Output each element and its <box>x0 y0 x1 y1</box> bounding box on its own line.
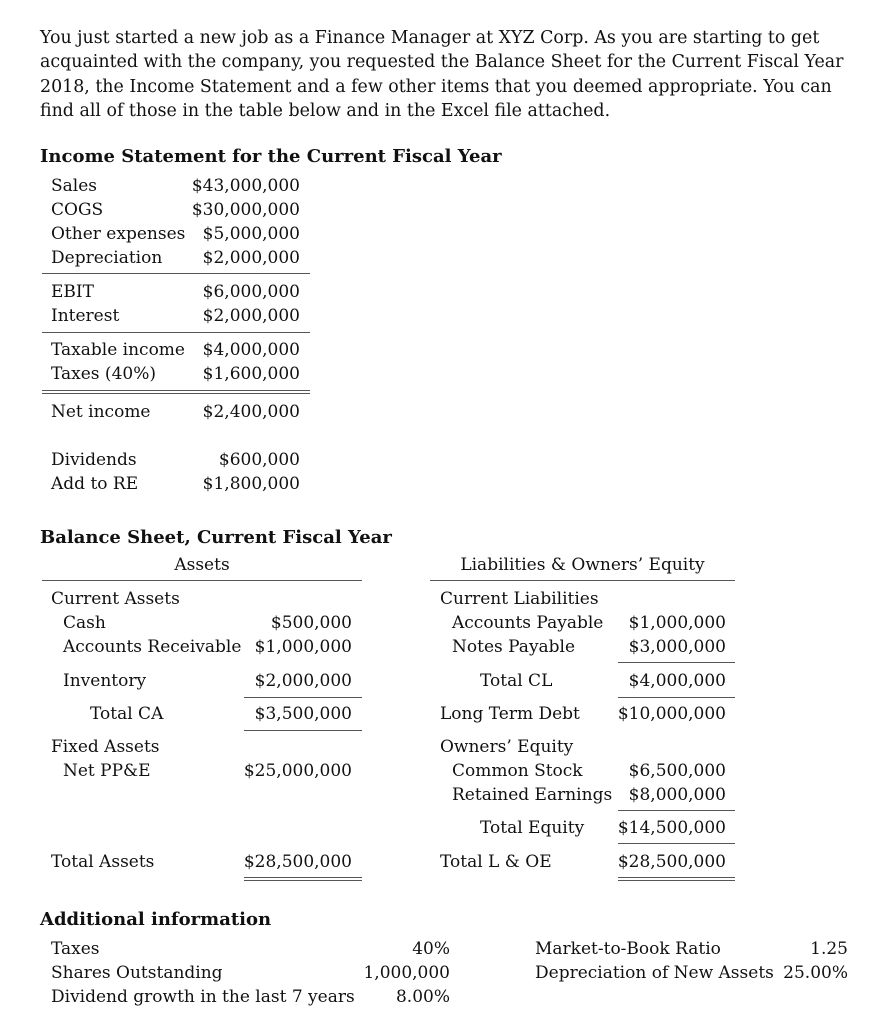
total-l-oe-value: $28,500,000 <box>617 852 726 872</box>
interest-label: Interest <box>51 306 120 326</box>
other-expenses-value: $5,000,000 <box>202 224 300 244</box>
dividends-value: $600,000 <box>218 450 300 470</box>
accounts-payable-value: $1,000,000 <box>628 613 726 633</box>
depreciation-new-assets-value: 25.00% <box>783 963 848 983</box>
total-ca-value: $3,500,000 <box>254 704 352 724</box>
divider <box>244 697 362 698</box>
common-stock-value: $6,500,000 <box>628 761 726 781</box>
divider <box>42 580 362 581</box>
cogs-label: COGS <box>51 200 104 220</box>
assets-header: Assets <box>174 555 230 575</box>
add-to-re-value: $1,800,000 <box>202 474 300 494</box>
notes-payable-value: $3,000,000 <box>628 637 726 657</box>
common-stock-label: Common Stock <box>452 761 583 781</box>
inventory-value: $2,000,000 <box>254 671 352 691</box>
total-equity-value: $14,500,000 <box>617 818 726 838</box>
accounts-receivable-value: $1,000,000 <box>254 637 352 657</box>
long-term-debt-label: Long Term Debt <box>440 704 580 724</box>
intro-line: find all of those in the table below and in the Excel file attached. <box>40 100 611 121</box>
divider <box>618 697 735 698</box>
owners-equity-heading: Owners’ Equity <box>440 737 574 757</box>
cash-label: Cash <box>63 613 106 633</box>
intro-paragraph <box>40 26 844 123</box>
additional-info-title: Additional information <box>40 909 272 930</box>
divider <box>244 730 362 731</box>
intro-line: 2018, the Income Statement and a few other items that you deemed appropriate. You can <box>40 76 832 97</box>
long-term-debt-value: $10,000,000 <box>617 704 726 724</box>
divider <box>42 273 310 274</box>
inventory-label: Inventory <box>63 671 147 691</box>
net-ppe-value: $25,000,000 <box>243 761 352 781</box>
retained-earnings-label: Retained Earnings <box>452 785 613 805</box>
intro-line: acquainted with the company, you requested the Balance Sheet for the Current Fiscal Year <box>40 52 844 73</box>
depreciation-label: Depreciation <box>51 248 163 268</box>
market-to-book-value: 1.25 <box>810 939 848 959</box>
taxable-income-value: $4,000,000 <box>202 340 300 360</box>
sales-label: Sales <box>51 176 98 196</box>
dividend-growth-value: 8.00% <box>395 987 450 1007</box>
add-taxes-label: Taxes <box>51 939 100 959</box>
cogs-value: $30,000,000 <box>191 200 300 220</box>
depreciation-value: $2,000,000 <box>202 248 300 268</box>
shares-outstanding-label: Shares Outstanding <box>51 963 223 983</box>
income-statement-title: Income Statement for the Current Fiscal Year <box>40 146 502 167</box>
double-divider <box>244 877 362 881</box>
total-equity-label: Total Equity <box>480 818 585 838</box>
balance-sheet-title: Balance Sheet, Current Fiscal Year <box>40 527 392 548</box>
intro-line: You just started a new job as a Finance Manager at XYZ Corp. As you are starting to get <box>40 28 820 48</box>
net-income-value: $2,400,000 <box>202 402 300 422</box>
liabilities-header: Liabilities & Owners’ Equity <box>460 555 705 575</box>
divider <box>618 662 735 663</box>
double-divider <box>618 877 735 881</box>
other-expenses-label: Other expenses <box>51 224 186 244</box>
divider <box>42 332 310 333</box>
dividend-growth-label: Dividend growth in the last 7 years <box>51 987 355 1007</box>
market-to-book-label: Market-to-Book Ratio <box>535 939 721 959</box>
current-assets-heading: Current Assets <box>51 589 180 609</box>
divider <box>618 810 735 811</box>
accounts-receivable-label: Accounts Receivable <box>63 637 242 657</box>
dividends-label: Dividends <box>51 450 137 470</box>
divider <box>430 580 735 581</box>
divider <box>618 843 735 844</box>
retained-earnings-value: $8,000,000 <box>628 785 726 805</box>
total-assets-label: Total Assets <box>51 852 155 872</box>
ebit-value: $6,000,000 <box>202 282 300 302</box>
net-income-label: Net income <box>51 402 151 422</box>
double-divider <box>42 390 310 394</box>
ebit-label: EBIT <box>51 282 94 302</box>
notes-payable-label: Notes Payable <box>452 637 576 657</box>
depreciation-new-assets-label: Depreciation of New Assets <box>535 963 774 983</box>
fixed-assets-heading: Fixed Assets <box>51 737 160 757</box>
total-cl-label: Total CL <box>480 671 553 691</box>
total-cl-value: $4,000,000 <box>628 671 726 691</box>
shares-outstanding-value: 1,000,000 <box>363 963 450 983</box>
accounts-payable-label: Accounts Payable <box>452 613 604 633</box>
sales-value: $43,000,000 <box>191 176 300 196</box>
add-to-re-label: Add to RE <box>51 474 139 494</box>
taxes-label: Taxes (40%) <box>51 364 156 384</box>
taxes-value: $1,600,000 <box>202 364 300 384</box>
interest-value: $2,000,000 <box>202 306 300 326</box>
total-ca-label: Total CA <box>90 704 164 724</box>
total-l-oe-label: Total L & OE <box>440 852 552 872</box>
taxable-income-label: Taxable income <box>51 340 185 360</box>
current-liabilities-heading: Current Liabilities <box>440 589 599 609</box>
net-ppe-label: Net PP&E <box>63 761 151 781</box>
cash-value: $500,000 <box>270 613 352 633</box>
add-taxes-value: 40% <box>412 939 450 959</box>
total-assets-value: $28,500,000 <box>243 852 352 872</box>
